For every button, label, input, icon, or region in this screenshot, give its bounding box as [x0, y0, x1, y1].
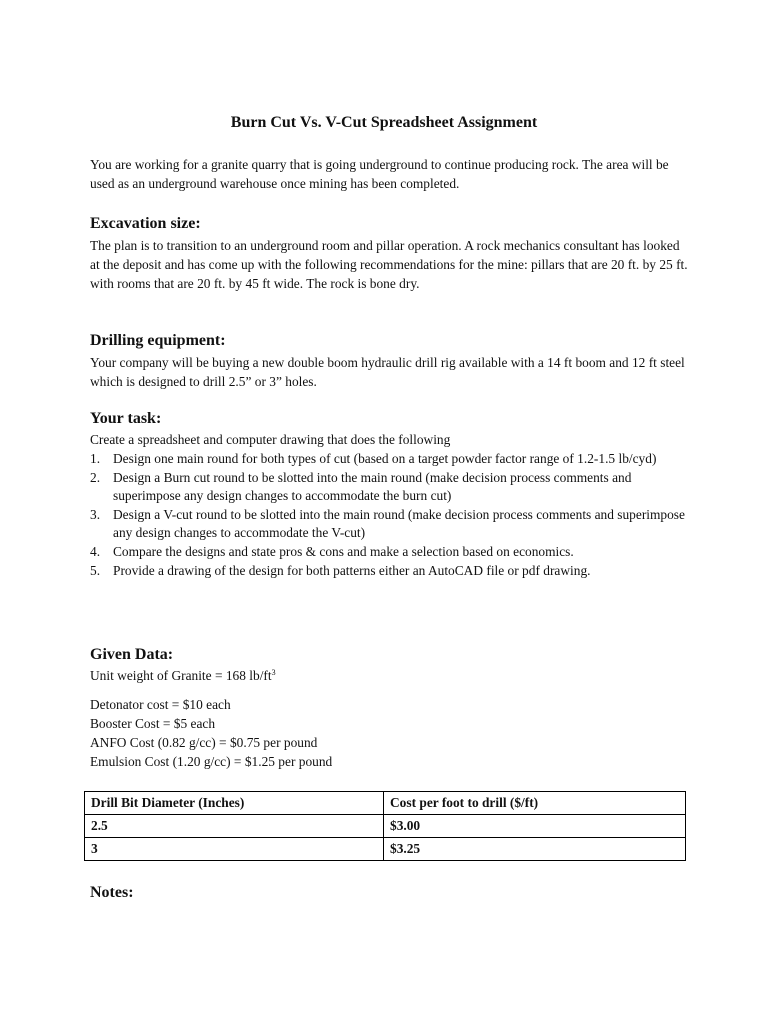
notes-heading: Notes: [90, 884, 134, 901]
excavation-paragraph: The plan is to transition to an underground room and pillar operation. A rock mechanics consultant has looked at the deposit and has come up with the following recommendations for the mine: pillars that are 20 ft. by 25 ft. with rooms that are 20 ft. by 45 ft wide. The rock is bone dry. [90, 238, 688, 291]
task-text: Design a Burn cut round to be slotted into the main round (make decision process comments and superimpose any design changes to accommodate the burn cut) [113, 469, 632, 504]
intro-paragraph: You are working for a granite quarry that is going underground to continue producing rock. The area will be used as an underground warehouse once mining has been completed. [90, 157, 669, 191]
task-item [90, 469, 690, 506]
table-header-cell: Cost per foot to drill ($/ft) [384, 792, 686, 815]
task-item [90, 506, 690, 543]
table-header-row [85, 792, 686, 815]
task-item [90, 450, 690, 469]
task-number: 2. [90, 469, 101, 485]
task-number: 1. [90, 451, 101, 466]
task-text: Design a V-cut round to be slotted into the main round (make decision process comments and superimpose any design changes to accommodate the V-cut) [113, 506, 685, 541]
task-text: Compare the designs and state pros & cons and make a selection based on economics. [113, 543, 574, 559]
task-number: 3. [90, 506, 101, 522]
table-cell: $3.00 [384, 815, 686, 838]
booster-cost: Booster Cost = $5 each [90, 716, 216, 731]
unit-weight-line [90, 668, 276, 684]
task-text: Design one main round for both types of cut (based on a target powder factor range of 1.2-1.5 lb/cyd) [113, 451, 657, 466]
drilling-paragraph: Your company will be buying a new double boom hydraulic drill rig available with a 14 ft boom and 12 ft steel which is designed to drill 2.5” or 3” holes. [90, 355, 685, 389]
task-text: Provide a drawing of the design for both patterns either an AutoCAD file or pdf drawing. [113, 562, 591, 578]
table-row [85, 838, 686, 861]
table-cell: $3.25 [384, 838, 686, 861]
table-header-cell: Drill Bit Diameter (Inches) [85, 792, 384, 815]
task-list [90, 450, 690, 580]
drill-cost-table [84, 791, 686, 861]
unit-weight-text: Unit weight of Granite = 168 lb/ft [90, 668, 272, 683]
task-number: 4. [90, 543, 101, 559]
drilling-heading: Drilling equipment: [90, 332, 226, 349]
task-number: 5. [90, 562, 101, 578]
table-cell: 2.5 [85, 815, 384, 838]
given-data-heading: Given Data: [90, 646, 174, 663]
emulsion-cost: Emulsion Cost (1.20 g/cc) = $1.25 per pound [90, 754, 333, 769]
task-intro: Create a spreadsheet and computer drawing that does the following [90, 432, 451, 447]
task-item [90, 543, 690, 562]
unit-weight-exponent: 3 [271, 668, 276, 677]
excavation-heading: Excavation size: [90, 215, 201, 232]
detonator-cost: Detonator cost = $10 each [90, 697, 231, 712]
task-heading: Your task: [90, 410, 162, 427]
document-title: Burn Cut Vs. V-Cut Spreadsheet Assignment [230, 114, 538, 131]
table-row [85, 815, 686, 838]
table-cell: 3 [85, 838, 384, 861]
task-item [90, 562, 690, 581]
anfo-cost: ANFO Cost (0.82 g/cc) = $0.75 per pound [90, 735, 318, 750]
